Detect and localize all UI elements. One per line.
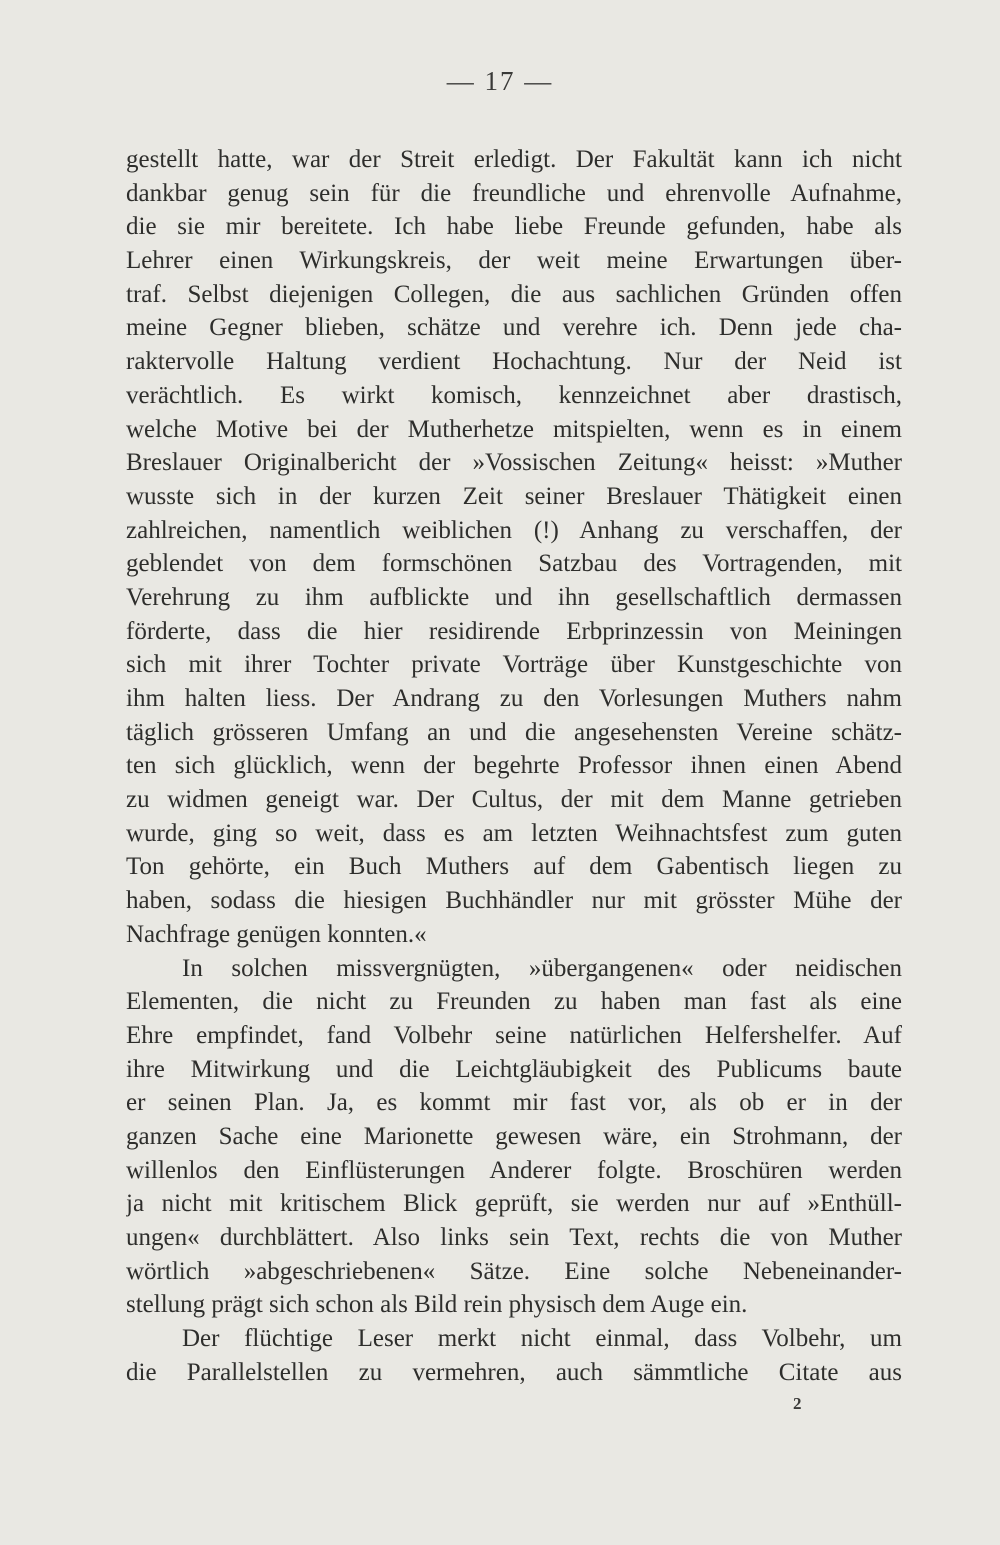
- page-number: — 17 —: [446, 66, 554, 96]
- body-text: [126, 143, 902, 1389]
- text-line: In solchen missvergnügten, »übergangenen« oder neidischen: [182, 954, 902, 982]
- text-line: wurde, ging so weit, dass es am letzten Weihnachtsfest zum guten: [126, 819, 902, 847]
- text-line: wörtlich »abgeschriebenen« Sätze. Eine solche Nebeneinander-: [126, 1257, 902, 1285]
- text-line: raktervolle Haltung verdient Hochachtung. Nur der Neid ist: [126, 348, 902, 376]
- text-line: er seinen Plan. Ja, es kommt mir fast vor, als ob er in der: [126, 1089, 902, 1117]
- text-line: verächtlich. Es wirkt komisch, kennzeichnet aber drastisch,: [126, 381, 902, 409]
- text-line: Breslauer Originalbericht der »Vossischen Zeitung« heisst: »Muther: [126, 449, 902, 477]
- paragraph: [126, 1322, 902, 1389]
- text-line: wusste sich in der kurzen Zeit seiner Breslauer Thätigkeit einen: [126, 482, 902, 510]
- text-line: sich mit ihrer Tochter private Vorträge über Kunstgeschichte von: [126, 651, 902, 679]
- text-line: täglich grösseren Umfang an und die angesehensten Vereine schätz-: [126, 718, 902, 746]
- paragraph: [126, 143, 902, 952]
- signature-mark: 2: [793, 1394, 802, 1413]
- text-line: willenlos den Einflüsterungen Anderer folgte. Broschüren werden: [126, 1156, 902, 1184]
- text-line: Ton gehörte, ein Buch Muthers auf dem Gabentisch liegen zu: [126, 853, 902, 881]
- text-line: Der flüchtige Leser merkt nicht einmal, dass Volbehr, um: [182, 1325, 902, 1353]
- text-line: ja nicht mit kritischem Blick geprüft, sie werden nur auf »Enthüll-: [126, 1190, 902, 1218]
- text-line: Ehre empfindet, fand Volbehr seine natürlichen Helfershelfer. Auf: [126, 1021, 902, 1049]
- paragraph: [126, 952, 902, 1323]
- text-line: traf. Selbst diejenigen Collegen, die aus sachlichen Gründen offen: [126, 280, 902, 308]
- text-line: ihre Mitwirkung und die Leichtgläubigkeit des Publicums baute: [126, 1055, 902, 1083]
- text-line: geblendet von dem formschönen Satzbau des Vortragenden, mit: [126, 550, 902, 578]
- text-line: Verehrung zu ihm aufblickte und ihn gesellschaftlich dermassen: [126, 583, 902, 611]
- text-line: stellung prägt sich schon als Bild rein physisch dem Auge ein.: [126, 1291, 748, 1319]
- text-line: ungen« durchblättert. Also links sein Text, rechts die von Muther: [126, 1224, 902, 1251]
- text-line: Nachfrage genügen konnten.«: [126, 920, 427, 948]
- text-line: welche Motive bei der Mutherhetze mitspielten, wenn es in einem: [126, 415, 902, 443]
- text-line: die Parallelstellen zu vermehren, auch sämmtliche Citate aus: [126, 1358, 902, 1386]
- text-line: Lehrer einen Wirkungskreis, der weit meine Erwartungen über-: [126, 247, 902, 275]
- text-line: förderte, dass die hier residirende Erbprinzessin von Meiningen: [126, 617, 902, 645]
- text-line: zu widmen geneigt war. Der Cultus, der mit dem Manne getrieben: [126, 786, 902, 814]
- text-line: dankbar genug sein für die freundliche und ehrenvolle Aufnahme,: [126, 179, 902, 207]
- text-line: ten sich glücklich, wenn der begehrte Professor ihnen einen Abend: [126, 752, 902, 780]
- text-line: gestellt hatte, war der Streit erledigt. Der Fakultät kann ich nicht: [126, 146, 902, 173]
- text-line: die sie mir bereitete. Ich habe liebe Freunde gefunden, habe als: [126, 213, 902, 241]
- text-line: ihm halten liess. Der Andrang zu den Vorlesungen Muthers nahm: [126, 685, 902, 712]
- text-line: meine Gegner blieben, schätze und verehre ich. Denn jede cha-: [126, 314, 902, 342]
- text-line: ganzen Sache eine Marionette gewesen wäre, ein Strohmann, der: [126, 1122, 902, 1150]
- text-line: Elementen, die nicht zu Freunden zu haben man fast als eine: [126, 988, 902, 1016]
- text-line: haben, sodass die hiesigen Buchhändler nur mit grösster Mühe der: [126, 887, 902, 915]
- text-line: zahlreichen, namentlich weiblichen (!) Anhang zu verschaffen, der: [126, 516, 902, 544]
